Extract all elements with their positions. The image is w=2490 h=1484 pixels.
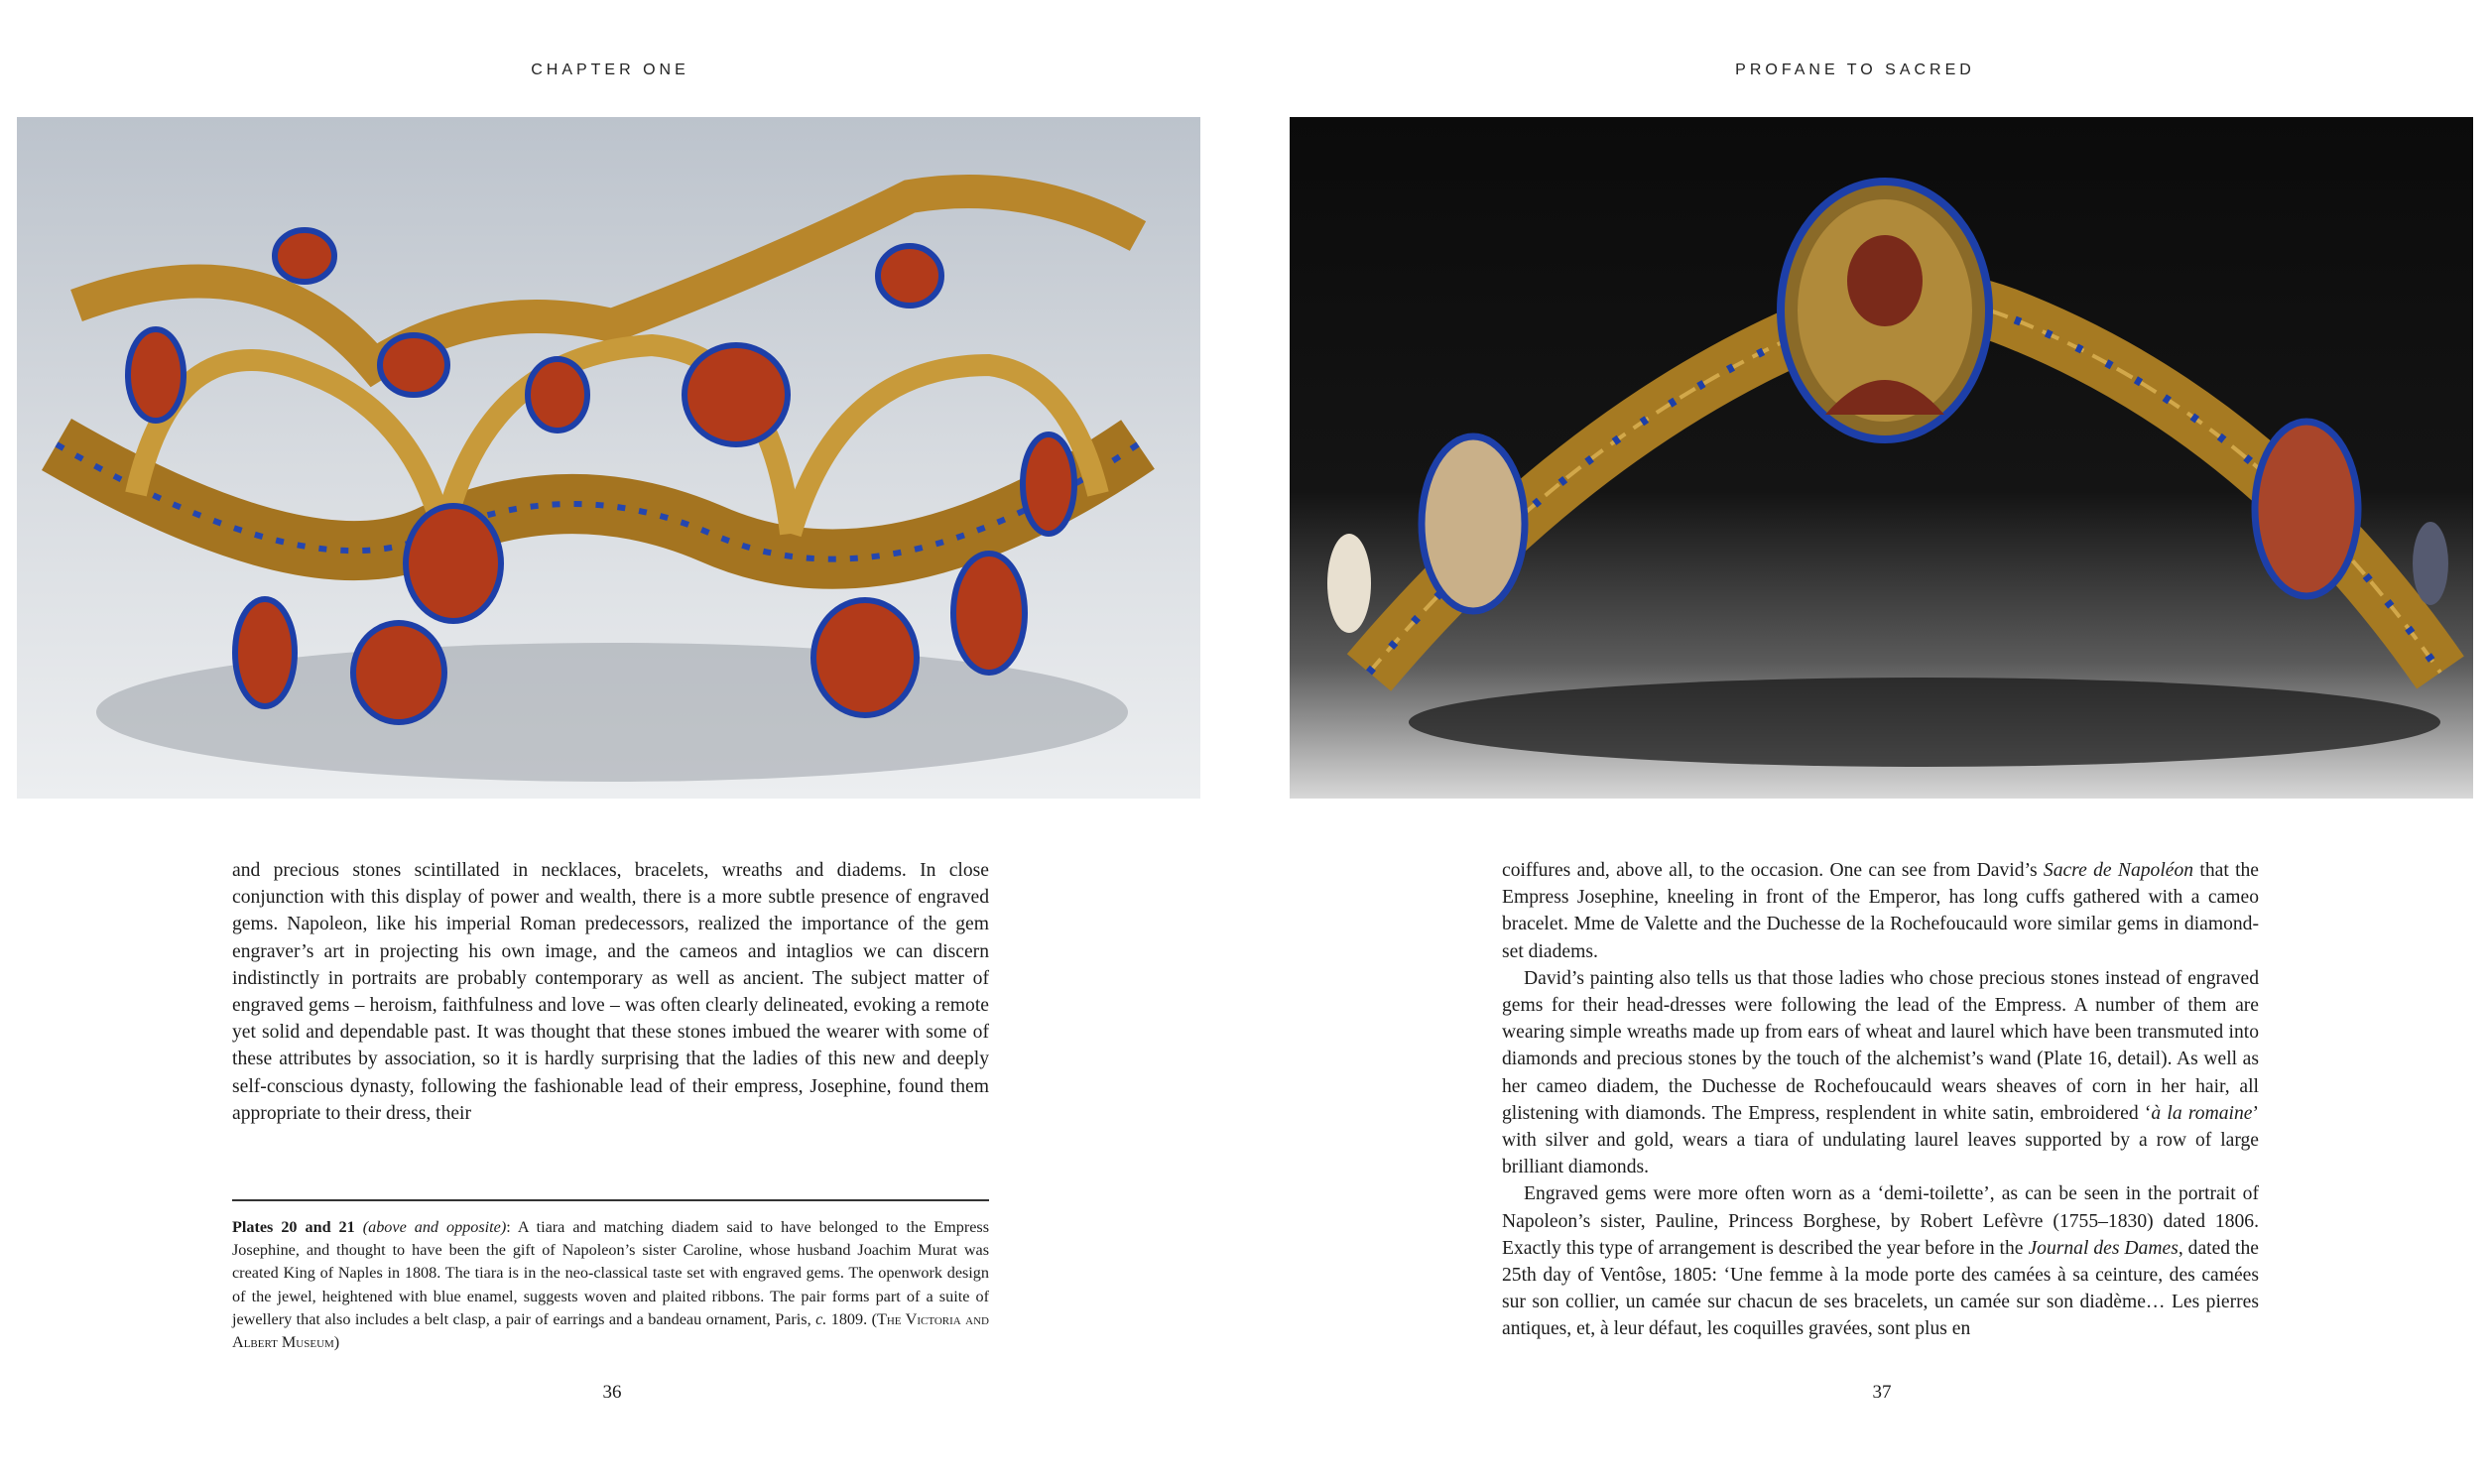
page-number-right: 37 (1872, 1382, 1892, 1403)
diadem-illustration (1290, 117, 2473, 799)
caption-rule (232, 1199, 989, 1201)
right-page (1245, 0, 2490, 1484)
tiara-illustration (17, 117, 1200, 799)
body-text-left (232, 857, 989, 1127)
italic-title: Journal des Dames (2028, 1237, 2179, 1259)
text-run: ’ with silver and gold, wears a tiara of undulating laurel leaves supported by a row of large brilliant diamonds. (1502, 1102, 2259, 1178)
text-run: that the Empress Josephine, kneeling in front of the Emperor, has long cuffs gathered with a cameo bracelet. Mme de Valette and the Duchesse de la Rochefoucauld wore similar gems in diamond-set diadems. (1502, 860, 2260, 962)
caption-circa: c. (815, 1309, 827, 1328)
paragraph-2 (1502, 965, 2259, 1181)
body-text-right (1502, 857, 2259, 1343)
running-head-right: PROFANE TO SACRED (1735, 62, 1975, 78)
plate-caption (232, 1216, 989, 1354)
caption-date: 1809. (830, 1309, 868, 1328)
italic-title: Sacre de Napoléon (2043, 860, 2194, 881)
caption-lead: Plates 20 and 21 (232, 1218, 355, 1236)
paragraph-1 (1502, 857, 2259, 965)
tiara-with-cameos-image (17, 117, 1200, 799)
italic-phrase: à la romaine (2151, 1102, 2253, 1124)
caption-text: : A tiara and matching diadem said to have belonged to the Empress Josephine, and thought to have been the gift of Napoleon’s sister Caroline, whose husband Joachim Murat was created King of Naples in 1808. The tiara is in the neo-classical taste set with engraved gems. The openwork design of the jewel, heightened with blue enamel, suggests woven and plaited ribbons. The pair forms part of a suite of jewellery that also includes a belt clasp, a pair of earrings and a bandeau ornament, Paris, (232, 1218, 989, 1328)
cameo-diadem-image (1290, 117, 2473, 799)
text-run: David’s painting also tells us that those ladies who chose precious stones instead of engraved gems for their head-dresses were following the lead of the Empress. A number of them are wearing simple wreaths made up from ears of wheat and laurel which have been transmuted into diamonds and precious stones by the touch of the alchemist’s wand (Plate 16, detail). As well as her cameo diadem, the Duchesse de Rochefoucauld wears sheaves of corn in her hair, all glistening with diamonds. The Empress, resplendent in white satin, embroidered ‘ (1502, 967, 2259, 1124)
page-number-left: 36 (602, 1382, 622, 1403)
caption-ref: (above and opposite) (362, 1218, 507, 1236)
paragraph: and precious stones scintillated in necklaces, bracelets, wreaths and diadems. In close conjunction with this display of power and wealth, there is a more subtle presence of engraved gems. Napoleon, like his imperial Roman predecessors, realized the importance of the gem engraver’s art in projecting his own image, and the cameos and intaglios we can discern indistinctly in portraits are probably contemporary as well as ancient. The subject matter of engraved gems – heroism, faithfulness and love – was often clearly delineated, evoking a remote yet solid and dependable past. It was thought that these stones imbued the wearer with some of these attributes by association, so it is hardly surprising that the ladies of this new and deeply self-conscious dynasty, following the fashionable lead of their empress, Josephine, found them appropriate to their dress, their (232, 860, 989, 1124)
text-run: Engraved gems were more often worn as a ‘demi-toilette’, as can be seen in the portrait of Napoleon’s sister, Pauline, Princess Borghese, by Robert Lefèvre (1755–1830) dated 1806. Exactly this type of arrangement is described the year before in the (1502, 1183, 2259, 1259)
paragraph-3 (1502, 1180, 2259, 1342)
text-run: , dated the 25th day of Ventôse, 1805: ‘Une femme à la mode porte des camées à sa ceinture, des camées sur son collier, un camée sur chacun de ses bracelets, un camée sur son diadème… Les pierres antiques, et, à leur défaut, les coquilles gravées, sont plus en (1502, 1237, 2259, 1340)
text-run: coiffures and, above all, to the occasion. One can see from David’s (1502, 860, 2044, 881)
running-head-left: CHAPTER ONE (531, 62, 689, 78)
caption-credit: (The Victoria and Albert Museum) (232, 1309, 989, 1352)
